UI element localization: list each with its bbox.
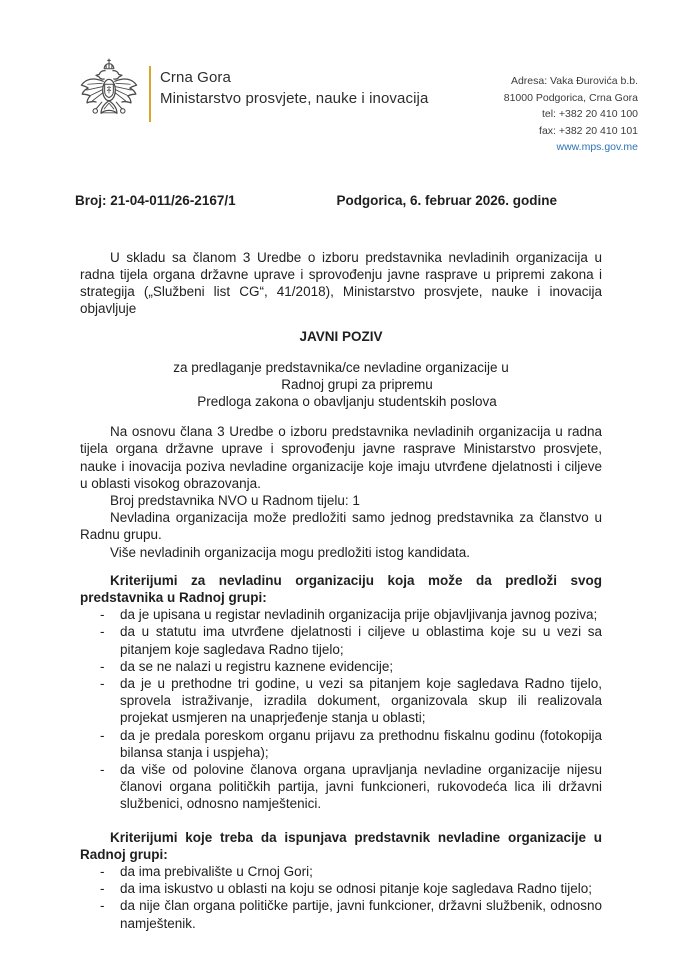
document-content: [80, 249, 602, 932]
criteria-list-item: - da više od polovine članova organa upravljanja nevladine organizacije nijesu članovi organa političkih partija, javni funkcioneri, rukovodeća lica ili državni službenici, odnosno namještenici.: [120, 761, 602, 813]
intro-paragraph: U skladu sa članom 3 Uredbe o izboru predstavnika nevladinih organizacija u radna tijela organa državne uprave i sprovođenju javne rasprave u pripremi zakona i strategija („Službeni list CG“, 41/2018), Ministarstvo prosvjete, nauke i inovacija objavljuje: [80, 249, 602, 317]
criteria-rep-list: [80, 863, 602, 932]
criteria-list-item: - da u statutu ima utvrđene djelatnosti i ciljeve u oblastima koje su u vezi sa pitanjem koje sagledava Radno tijelo;: [120, 623, 602, 657]
subtitle-line: za predlaganje predstavnika/ce nevladine organizacije u: [173, 359, 509, 375]
criteria-list-item: - da je upisana u registar nevladinih organizacija prije objavljivanja javnog poziva;: [120, 606, 602, 623]
criteria-list-item: - da je predala poreskom organu prijavu za prethodnu fiskalnu godinu (fotokopija bilansa stanja i uspjeha);: [120, 727, 602, 761]
address-line: fax: +382 20 410 101: [539, 124, 638, 137]
reference-place-date: Podgorica, 6. februar 2026. godine: [336, 192, 557, 208]
address-line: Adresa: Vaka Đurovića b.b.: [510, 75, 638, 87]
criteria-rep-heading: Kriterijumi koje treba da ispunjava predstavnik nevladine organizacije u Radnoj grupi:: [80, 829, 602, 862]
basis-paragraph: Na osnovu člana 3 Uredbe o izboru predstavnika nevladinih organizacija u radna tijela organa državne uprave i sprovođenju javne rasprave Ministarstvo prosvjete, nauke i inovacija poziva nevladine organizacije koje imaju utvrđene djelatnosti i ciljeve u oblasti visokog obrazovanja.: [80, 424, 602, 491]
org-ministry: Ministarstvo prosvjete, nauke i inovacija: [160, 90, 429, 107]
reference-line: [75, 192, 557, 209]
gold-divider: [149, 66, 151, 122]
criteria-org-section: [80, 572, 602, 813]
criteria-list-item: - da se ne nalazi u registru kaznene evidencije;: [120, 658, 602, 675]
subtitle-line: Radnoj grupi za pripremu: [281, 376, 433, 392]
org-country: Crna Gora: [160, 69, 231, 86]
criteria-org-list: [80, 606, 602, 812]
website-link[interactable]: www.mps.gov.me: [556, 141, 638, 153]
address-line: 81000 Podgorica, Crna Gora: [503, 91, 638, 104]
nvo-count-line: Broj predstavnika NVO u Radnom tijelu: 1: [110, 492, 360, 508]
criteria-list-item: - da ima prebivalište u Crnoj Gori;: [120, 863, 602, 880]
organization-block: [160, 67, 428, 109]
criteria-list-item: - da ima iskustvo u oblasti na koju se odnosi pitanje koje sagledava Radno tijelo;: [120, 880, 602, 897]
letterhead: [0, 0, 679, 156]
coat-of-arms-icon: [78, 58, 140, 126]
criteria-org-heading: Kriterijumi za nevladinu organizaciju koja može da predloži svog predstavnika u Radnoj grupi:: [80, 572, 602, 605]
criteria-rep-section: [80, 829, 602, 932]
criteria-list-item: - da je u prethodne tri godine, u vezi sa pitanjem koje sagledava Radno tijelo, sprovela istraživanje, izradila dokument, organizovala skup ili realizovala projekat usmjeren na unaprjeđenje stanja u oblasti;: [120, 675, 602, 727]
single-rep-line: Nevladina organizacija može predložiti samo jednog predstavnika za članstvo u Radnu grupu.: [80, 510, 602, 543]
address-block: [504, 73, 638, 156]
same-candidate-line: Više nevladinih organizacija mogu predložiti istog kandidata.: [110, 544, 470, 560]
document-title: JAVNI POZIV: [299, 329, 383, 345]
address-line: tel: +382 20 410 100: [541, 108, 638, 120]
reference-number: Broj: 21-04-011/26-2167/1: [75, 192, 236, 208]
criteria-list-item: - da nije član organa političke partije, javni funkcioner, državni službenik, odnosno namještenik.: [120, 897, 602, 931]
document-subtitle: [80, 359, 602, 411]
subtitle-line: Predloga zakona o obavljanju studentskih poslova: [197, 393, 497, 409]
